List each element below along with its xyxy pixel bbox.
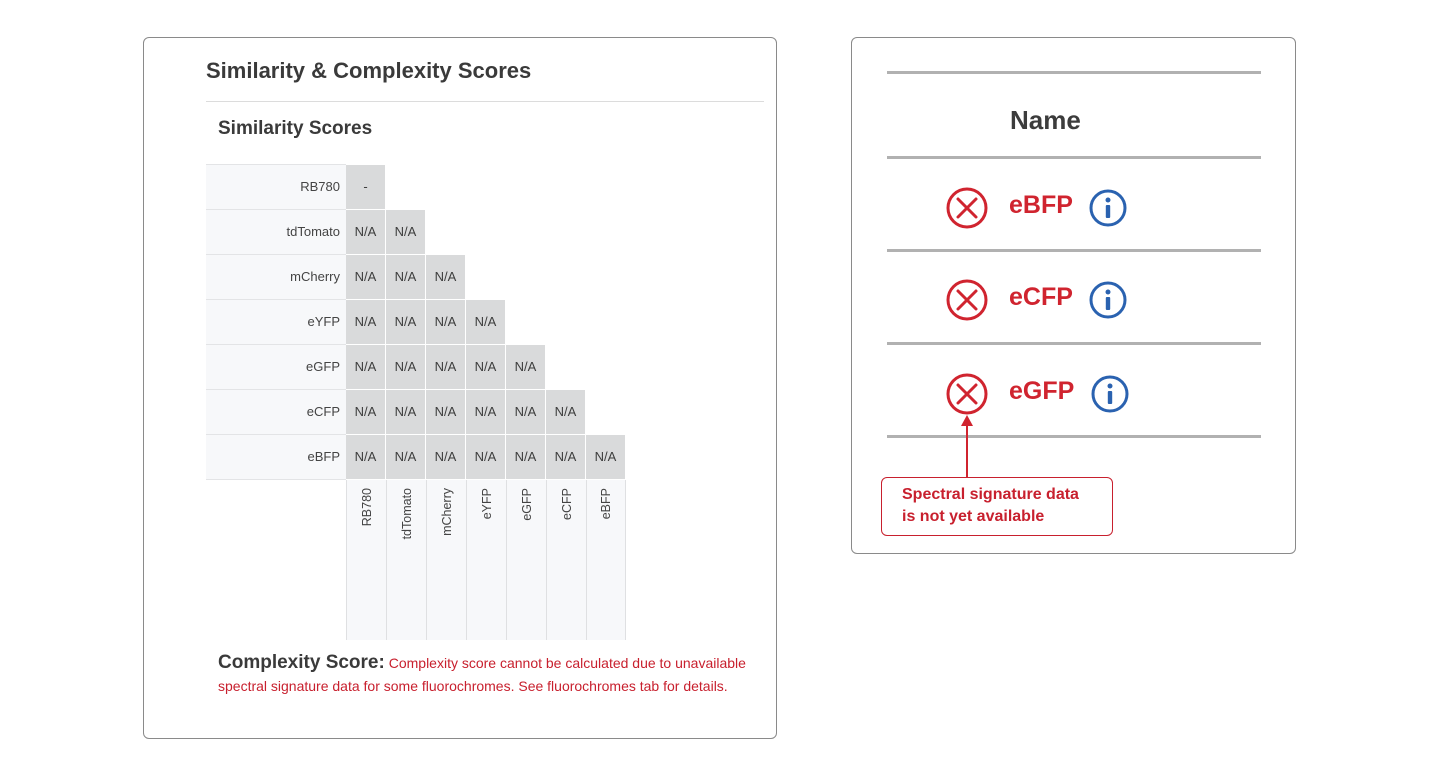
column-label bbox=[546, 480, 586, 640]
similarity-cell: N/A bbox=[426, 390, 465, 434]
similarity-cell: - bbox=[346, 165, 385, 209]
section-title-similarity: Similarity Scores bbox=[218, 118, 373, 139]
divider bbox=[887, 435, 1261, 438]
similarity-cell: N/A bbox=[346, 300, 385, 344]
callout-line: Spectral signature data bbox=[902, 486, 1079, 503]
panel-title: Similarity & Complexity Scores bbox=[206, 58, 532, 83]
column-label-text: eGFP bbox=[519, 488, 534, 521]
similarity-cell: N/A bbox=[386, 390, 425, 434]
row-label: eCFP bbox=[206, 389, 346, 434]
similarity-cell: N/A bbox=[466, 300, 505, 344]
similarity-cell: N/A bbox=[546, 435, 585, 479]
similarity-cell: N/A bbox=[426, 300, 465, 344]
similarity-cell: N/A bbox=[346, 255, 385, 299]
complexity-score bbox=[218, 652, 758, 697]
column-label-text: eYFP bbox=[479, 488, 494, 520]
similarity-cell: N/A bbox=[346, 390, 385, 434]
similarity-cell: N/A bbox=[346, 345, 385, 389]
divider bbox=[887, 249, 1261, 252]
x-circle-icon bbox=[945, 278, 989, 322]
similarity-cell: N/A bbox=[346, 435, 385, 479]
column-label-text: mCherry bbox=[439, 488, 454, 536]
info-icon[interactable] bbox=[1088, 188, 1128, 228]
similarity-cell: N/A bbox=[426, 435, 465, 479]
similarity-cell: N/A bbox=[466, 435, 505, 479]
info-icon[interactable] bbox=[1088, 280, 1128, 320]
similarity-cell: N/A bbox=[586, 435, 625, 479]
similarity-cell: N/A bbox=[466, 345, 505, 389]
similarity-cell: N/A bbox=[346, 210, 385, 254]
complexity-label: Complexity Score: bbox=[218, 652, 385, 673]
fluorochrome-name: eCFP bbox=[1009, 283, 1073, 311]
column-label-text: eBFP bbox=[599, 488, 613, 520]
row-label: eBFP bbox=[206, 434, 346, 479]
divider bbox=[887, 71, 1261, 74]
similarity-cell: N/A bbox=[386, 345, 425, 389]
similarity-cell: N/A bbox=[426, 255, 465, 299]
info-icon[interactable] bbox=[1090, 374, 1130, 414]
column-label bbox=[586, 480, 626, 640]
fluorochrome-name-panel bbox=[851, 37, 1296, 554]
callout-message bbox=[881, 477, 1113, 536]
row-label: eGFP bbox=[206, 344, 346, 389]
column-label bbox=[346, 480, 386, 640]
similarity-cell: N/A bbox=[386, 435, 425, 479]
name-column-header: Name bbox=[1010, 105, 1081, 135]
row-label: tdTomato bbox=[206, 209, 346, 254]
complexity-message: Complexity score cannot be calculated due to unavailable spectral signature data for some fluorochromes. See fluorochromes tab for details. bbox=[218, 655, 746, 694]
similarity-cell: N/A bbox=[426, 345, 465, 389]
similarity-cell: N/A bbox=[546, 390, 585, 434]
column-label-text: eCFP bbox=[559, 488, 574, 520]
column-label bbox=[426, 480, 466, 640]
row-label: eYFP bbox=[206, 299, 346, 344]
column-label-text: tdTomato bbox=[399, 488, 414, 540]
similarity-cell: N/A bbox=[506, 435, 545, 479]
row-label: RB780 bbox=[206, 164, 346, 209]
fluorochrome-row bbox=[852, 181, 1297, 231]
divider bbox=[887, 342, 1261, 345]
divider bbox=[206, 101, 764, 102]
similarity-cell: N/A bbox=[386, 210, 425, 254]
arrow-up-icon bbox=[957, 414, 977, 478]
similarity-cell: N/A bbox=[386, 255, 425, 299]
similarity-cell: N/A bbox=[506, 345, 545, 389]
x-circle-icon bbox=[945, 186, 989, 230]
similarity-cell: N/A bbox=[466, 390, 505, 434]
similarity-complexity-panel bbox=[143, 37, 777, 739]
row-label: mCherry bbox=[206, 254, 346, 299]
column-label bbox=[466, 480, 506, 640]
fluorochrome-row bbox=[852, 367, 1297, 417]
fluorochrome-row bbox=[852, 273, 1297, 323]
similarity-matrix bbox=[206, 164, 646, 642]
similarity-cell: N/A bbox=[386, 300, 425, 344]
column-label-text: RB780 bbox=[359, 488, 374, 527]
fluorochrome-name: eBFP bbox=[1009, 191, 1073, 219]
fluorochrome-name: eGFP bbox=[1009, 377, 1075, 405]
column-label bbox=[506, 480, 546, 640]
similarity-cell: N/A bbox=[506, 390, 545, 434]
x-circle-icon bbox=[945, 372, 989, 416]
divider bbox=[206, 479, 346, 480]
divider bbox=[887, 156, 1261, 159]
callout-line: is not yet available bbox=[902, 508, 1045, 525]
column-label bbox=[386, 480, 426, 640]
